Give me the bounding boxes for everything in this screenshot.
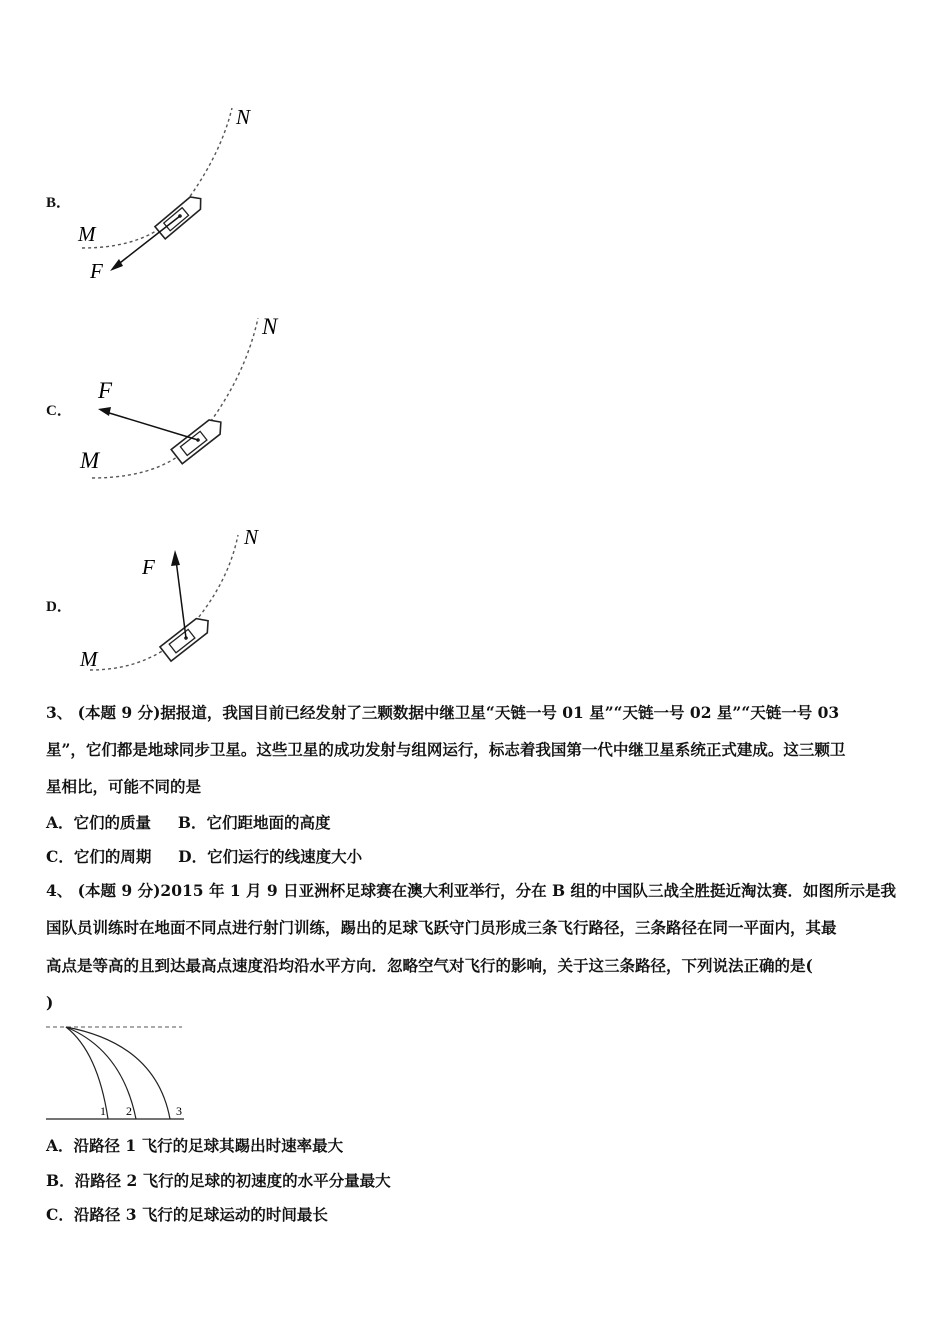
force-arrow: [106, 412, 198, 440]
label-n: N: [236, 105, 251, 129]
q3-text-line-2: 星”，它们都是地球同步卫星。这些卫星的成功发射与组网运行，标志着我国第一代中继卫星系统正式建成。这三颗卫: [46, 740, 846, 759]
force-arrow: [116, 216, 180, 266]
label-m: M: [80, 647, 98, 671]
q4-text-line-3: 高点是等高的且到达最高点速度沿均沿水平方向．忽略空气对飞行的影响，关于这三条路径，下列说法正确的是(: [46, 956, 813, 975]
path-3: [66, 1027, 170, 1119]
q4-text-line-1: 4、 (本题 9 分)2015 年 1 月 9 日亚洲杯足球赛在澳大利亚举行，分在 B 组的中国队三战全胜挺近淘汰赛．如图所示是我: [46, 881, 897, 900]
path-label-3: 3: [176, 1104, 182, 1118]
option-c-label: C．: [46, 403, 72, 419]
label-m: M: [80, 448, 100, 473]
q3-text-line-3: 星相比，可能不同的是: [46, 777, 202, 796]
q3-option-c: C．它们的周期: [46, 847, 152, 866]
figure-option-b: [70, 98, 270, 292]
q4-text-line-2: 国队员训练时在地面不同点进行射门训练，踢出的足球飞跃守门员形成三条飞行路径，三条路径在同一平面内，其最: [46, 918, 837, 937]
path-label-2: 2: [126, 1104, 132, 1118]
q3-options-row-2: [46, 847, 362, 867]
label-n: N: [262, 314, 278, 339]
q3-text-line-1: 3、 (本题 9 分)据报道，我国目前已经发射了三颗数据中继卫星“天链一号 01 星”“天链一号 02 星”“天链一号 03: [46, 703, 840, 722]
figure-option-c: [70, 308, 300, 492]
q3-options-row-1: [46, 813, 330, 833]
q4-option-a: A．沿路径 1 飞行的足球其踢出时速率最大: [46, 1136, 344, 1155]
car-icon: [155, 193, 206, 239]
q4-option-c: C．沿路径 3 飞行的足球运动的时间最长: [46, 1205, 328, 1224]
path-label-1: 1: [100, 1104, 106, 1118]
q3-option-a: A．它们的质量: [46, 813, 152, 832]
figure-option-d: [70, 520, 290, 684]
q4-option-b: B．沿路径 2 飞行的足球的初速度的水平分量最大: [46, 1171, 391, 1190]
force-arrow: [176, 560, 186, 638]
q3-option-d: D．它们运行的线速度大小: [178, 847, 363, 866]
figure-flight-paths: [44, 1022, 189, 1126]
label-f: F: [98, 378, 113, 403]
option-d-label: D．: [46, 599, 72, 615]
label-n: N: [244, 525, 259, 549]
label-m: M: [78, 222, 96, 246]
q3-option-b: B．它们距地面的高度: [177, 813, 331, 832]
label-f: F: [90, 259, 103, 283]
car-icon: [160, 614, 214, 661]
option-b-label: B．: [46, 195, 72, 211]
q4-text-line-4: ): [46, 993, 54, 1012]
car-icon: [171, 415, 226, 464]
label-f: F: [142, 555, 155, 579]
